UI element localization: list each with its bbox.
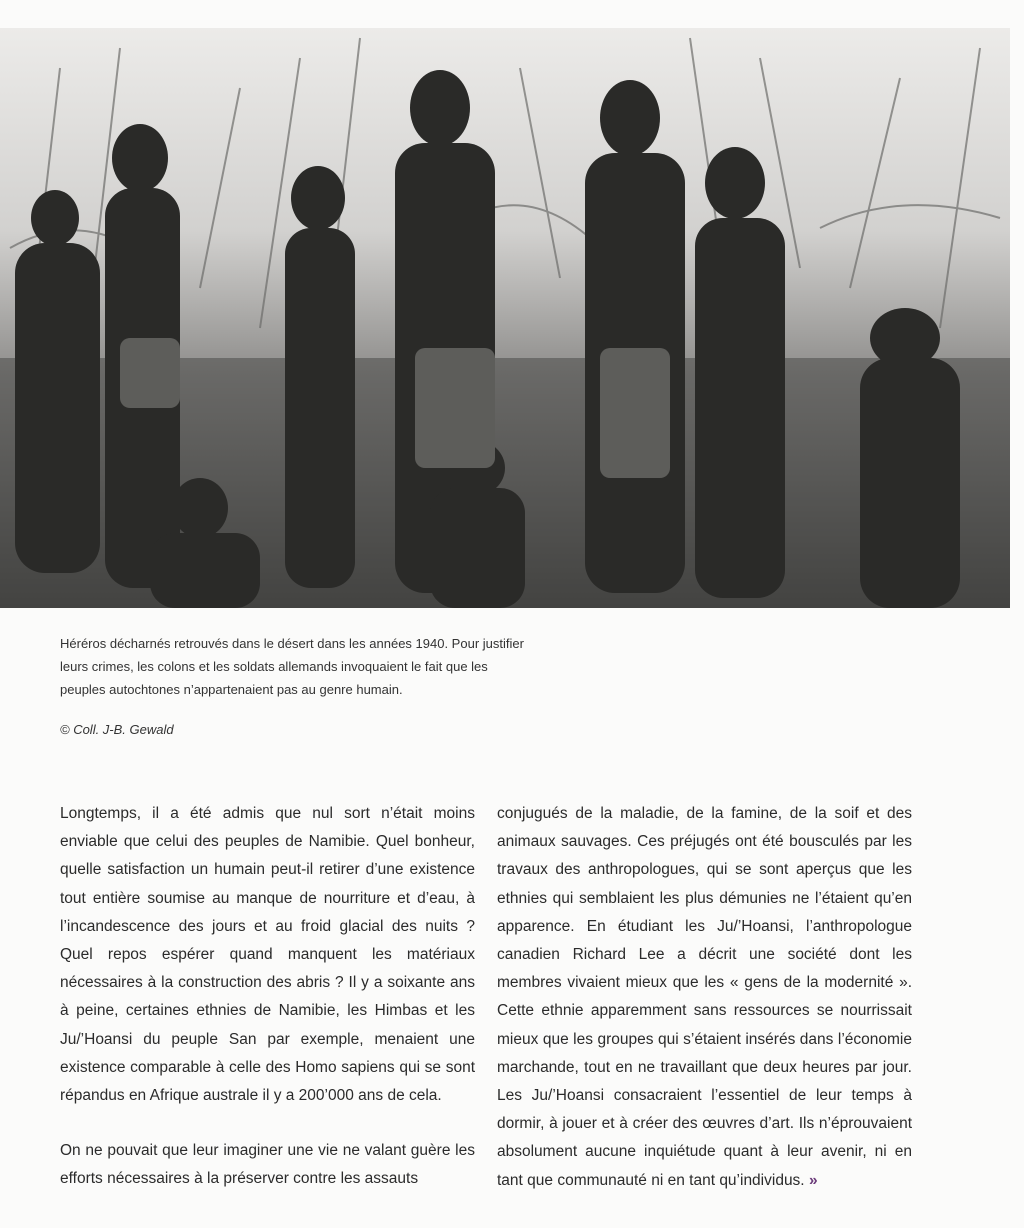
article-column-left (60, 800, 475, 1194)
photo-scene (0, 28, 1010, 608)
caption-text: Héréros décharnés retrouvés dans le désert dans les années 1940. Pour justifier leurs crimes, les colons et les soldats allemands invoquaient le fait que les peuples autochtones n’appartenaient pas au genre humain. (60, 636, 524, 697)
article-column-right (497, 800, 912, 1195)
photo-credit: © Coll. J-B. Gewald (60, 722, 174, 737)
historical-photo (0, 28, 1010, 608)
end-of-article-mark: » (808, 1171, 818, 1189)
article-paragraph-text: conjugués de la maladie, de la famine, de la soif et des animaux sauvages. Ces préjugés ont été bousculés par les travaux des anthropologues, qui se sont aperçus que les ethnies qui semblaient les plus démunies ne l’étaient qu’en apparence. En étudiant les Ju/’Hoansi, l’anthropologue canadien Richard Lee a décrit une société dont les membres vivaient mieux que les « gens de la modernité ». Cette ethnie apparemment sans ressources se nourrissait mieux que les groupes qui s’étaient insérés dans l’économie marchande, tout en ne travaillant que deux heures par jour. Les Ju/’Hoansi consacraient l’essentiel de leur temps à dormir, à jouer et à créer des œuvres d’art. Ils n’éprouvaient absolument aucune inquiétude quant à leur avenir, ni en tant que communauté ni en tant qu’individus. (497, 805, 912, 1189)
article-paragraph: Longtemps, il a été admis que nul sort n’était moins enviable que celui des peuples de Namibie. Quel bonheur, quelle satisfaction un humain peut-il retirer d’une existence tout entière soumise au manque de nourriture et d’eau, à l’incandescence des jours et au froid glacial des nuits ? Quel repos espérer quand manquent les matériaux nécessaires à la construction des abris ? Il y a soixante ans à peine, certaines ethnies de Namibie, les Himbas et les Ju/’Hoansi du peuple San par exemple, menaient une existence comparable à celle des Homo sapiens qui se sont répandus en Afrique australe il y a 200’000 ans de cela. (60, 805, 475, 1105)
article-paragraph-continued (497, 800, 912, 1195)
photo-caption (60, 632, 530, 701)
article-paragraph: On ne pouvait que leur imaginer une vie ne valant guère les efforts nécessaires à la préserver contre les assauts (60, 1142, 475, 1188)
